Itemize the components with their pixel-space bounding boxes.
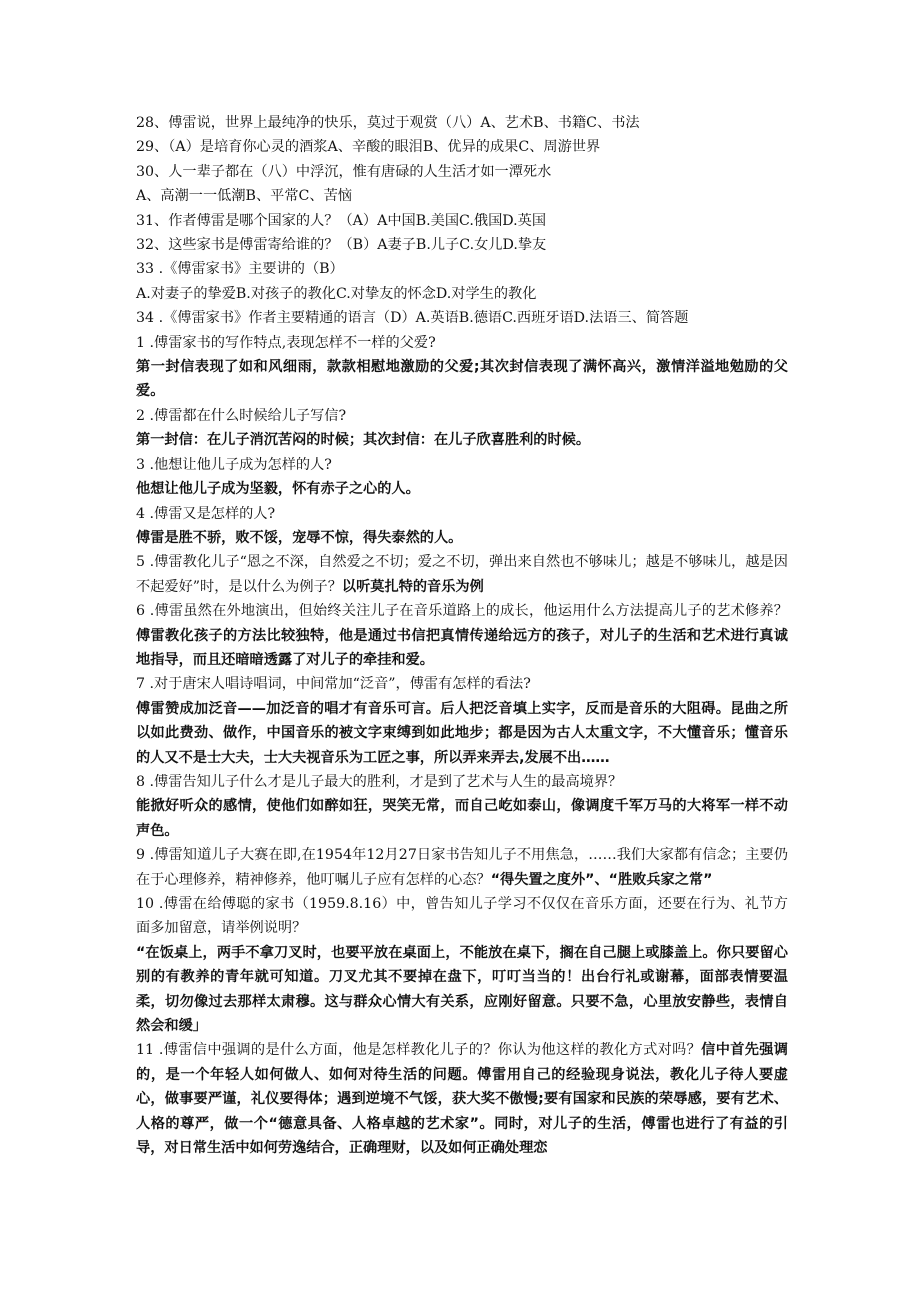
short-answer-3-question: 3 .他想让他儿子成为怎样的人? <box>136 456 332 473</box>
short-answer-11 <box>136 1038 788 1160</box>
short-answer-6-question: 6 .傅雷虽然在外地演出，但始终关注儿子在音乐道路上的成长，他运用什么方法提高儿子的艺术修养？ <box>136 603 788 620</box>
short-answer-7-question: 7 .对于唐宋人唱诗唱词，中间常加“泛音”，傅雷有怎样的看法? <box>136 676 531 693</box>
short-answer-8-question: 8 .傅雷告知儿子什么才是儿子最大的胜利，才是到了艺术与人生的最高境界？ <box>136 773 623 790</box>
question-30: 30、人一辈子都在（八）中浮沉，惟有唐碌的人生活才如一潭死水 <box>136 163 552 180</box>
short-answer-11-answer: 信中首先强调的，是一个年轻人如何做人、如何对待生活的问题。傅雷用自己的经验现身说法，教化儿子待人要虚心，做事要严谨，礼仪要得体；遇到逆境不气馁，获大奖不傲慢;要有国家和民族的荣辱感，要有艺术、人格的尊严，做一个“德意具备、人格卓越的艺术家”。同时，对儿子的生活，傅雷也进行了有益的引导，对日常生活中如何劳逸结合，正确理财，以及如何正确处理恋 <box>136 1042 788 1157</box>
short-answer-9-answer: “得失置之度外”、“胜败兵家之常” <box>490 871 713 888</box>
short-answer-10-answer: “在饭桌上，两手不拿刀叉时，也要平放在桌面上，不能放在桌下，搁在自己腿上或膝盖上。你只要留心别的有教养的青年就可知道。刀叉尤其不要掉在盘下，叮叮当当的！出台行礼或谢幕，面部表情要温柔，切勿像过去那样太肃穆。这与群众心情大有关系，应刚好留意。只要不急，心里放安静些，表情自然会和缓」 <box>136 944 788 1035</box>
question-29: 29、（A）是培育你心灵的酒浆A、辛酸的眼泪B、优异的成果C、周游世界 <box>136 139 601 156</box>
short-answer-4-question: 4 .傅雷又是怎样的人? <box>136 505 276 522</box>
short-answer-5-answer: 以听莫扎特的音乐为例 <box>341 578 484 595</box>
short-answer-8-answer: 能掀好听众的感情，使他们如醉如狂，哭笑无常，而自己屹如泰山，像调度千军万马的大将军一样不动声色。 <box>136 798 788 839</box>
question-33: 33 .《傅雷家书》主要讲的（B） <box>136 261 344 278</box>
short-answer-9 <box>136 843 788 892</box>
short-answer-11-question: 11 .傅雷信中强调的是什么方面，他是怎样教化儿子的？你认为他这样的教化方式对吗？ <box>136 1042 702 1059</box>
short-answer-5-question: 5 .傅雷教化儿子“恩之不深，自然爱之不切；爱之不切，弹出来自然也不够味儿；越是不够味儿，越是因不起爱好”时，是以什么为例子？ <box>136 554 788 595</box>
short-answer-5 <box>136 550 788 599</box>
question-32: 32、这些家书是傅雷寄给谁的？（B）A妻子B.儿子C.女儿D.挚友 <box>136 237 547 254</box>
short-answer-1-question: 1 .傅雷家书的写作特点,表现怎样不一样的父爱? <box>136 334 436 351</box>
short-answer-1-answer: 第一封信表现了如和风细雨，款款相慰地激励的父爱;其次封信表现了满怀高兴，激情洋溢地勉励的父爱。 <box>136 359 788 400</box>
short-answer-10-question: 10 .傅雷在给傅聪的家书（1959.8.16）中，曾告知儿子学习不仅仅在音乐方面，还要在行为、礼节方面多加留意，请举例说明？ <box>136 896 788 937</box>
question-34: 34 .《傅雷家书》作者主要精通的语言（D）A.英语B.德语C.西班牙语D.法语三、简答题 <box>136 310 689 327</box>
short-answer-4-answer: 傅雷是胜不骄，败不馁，宠辱不惊，得失泰然的人。 <box>136 529 463 546</box>
short-answer-2-question: 2 .傅雷都在什么时候给儿子写信? <box>136 407 347 424</box>
short-answer-9-question: 9 .傅雷知道儿子大赛在即,在1954年12月27日家书告知儿子不用焦急，……我们大家都有信念；主要仍在于心理修养，精神修养，他叮嘱儿子应有怎样的心态？ <box>136 847 788 888</box>
short-answer-6-answer: 傅雷教化孩子的方法比较独特，他是通过书信把真情传递给远方的孩子，对儿子的生活和艺术进行真诚地指导，而且还暗暗透露了对儿子的牵挂和爱。 <box>136 627 788 668</box>
question-31: 31、作者傅雷是哪个国家的人？（A）A中国B.美国C.俄国D.英国 <box>136 212 547 229</box>
question-30-options: A、高潮一一低潮B、平常C、苦恼 <box>136 188 352 205</box>
question-33-options: A.对妻子的挚爱B.对孩子的教化C.对挚友的怀念D.对学生的教化 <box>136 285 537 302</box>
document-page <box>136 111 788 1160</box>
short-answer-7-answer: 傅雷赞成加泛音——加泛音的唱才有音乐可言。后人把泛音填上实字，反而是音乐的大阻碍。昆曲之所以如此费劲、做作，中国音乐的被文字束缚到如此地步；都是因为古人太重文字，不大懂音乐；懂音乐的人又不是士大夫，士大夫视音乐为工匠之事，所以弄来弄去,发展不出…… <box>136 700 788 766</box>
question-28: 28、傅雷说，世界上最纯净的快乐，莫过于观赏（八）A、艺术B、书籍C、书法 <box>136 115 640 131</box>
short-answer-6 <box>136 599 788 672</box>
short-answer-2-answer: 第一封信：在儿子消沉苦闷的时候；其次封信：在儿子欣喜胜利的时候。 <box>136 432 591 449</box>
short-answer-3-answer: 他想让他儿子成为坚毅，怀有赤子之心的人。 <box>136 481 420 498</box>
